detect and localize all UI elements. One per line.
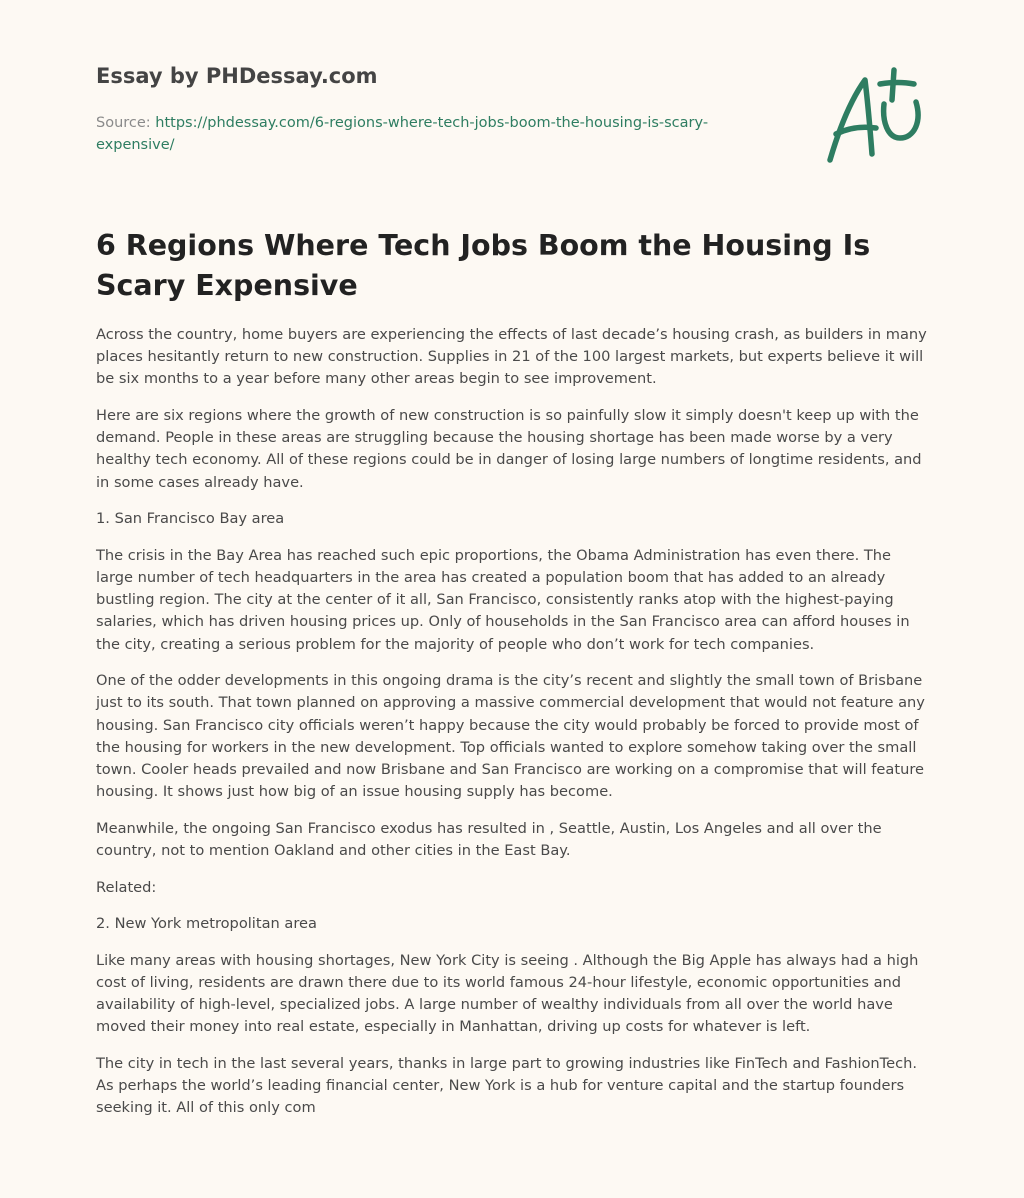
source-label: Source: bbox=[96, 115, 156, 131]
source-line bbox=[96, 112, 746, 156]
section-heading: 1. San Francisco Bay area bbox=[96, 510, 285, 528]
a-plus-grade-logo-icon bbox=[818, 66, 930, 166]
article-body bbox=[96, 324, 930, 1134]
related-label: Related: bbox=[96, 878, 157, 896]
paragraph: Across the country, home buyers are experiencing the effects of last decade’s housing crash, as builders in many places hesitantly return to new construction. Supplies in 21 of the 100 largest markets, but experts believe it will be six months to a year before many other areas begin to see improvement. bbox=[96, 326, 927, 388]
paragraph: Like many areas with housing shortages, New York City is seeing . Although the Big Apple has always had a high cost of living, residents are drawn there due to its world famous 24-hour lifestyle, economic opportunities and availability of high-level, specialized jobs. A large number of wealthy individuals from all over the world have moved their money into real estate, especially in Manhattan, driving up costs for whatever is left. bbox=[96, 951, 919, 1036]
paragraph: Here are six regions where the growth of new construction is so painfully slow it simply doesn't keep up with the demand. People in these areas are struggling because the housing shortage has been made worse by a very healthy tech economy. All of these regions could be in danger of losing large numbers of longtime residents, and in some cases already have. bbox=[96, 407, 922, 491]
paragraph: One of the odder developments in this ongoing drama is the city’s recent and slightly the small town of Brisbane just to its south. That town planned on approving a massive commercial development that would not feature any housing. San Francisco city officials weren’t happy because the city would probably be forced to provide most of the housing for workers in the new development. Top officials wanted to explore somehow taking over the small town. Cooler heads prevailed and now Brisbane and San Francisco are working on a compromise that will feature housing. It shows just how big of an issue housing supply has become. bbox=[96, 672, 925, 801]
site-name: Essay by PHDessay.com bbox=[96, 64, 378, 88]
paragraph: The crisis in the Bay Area has reached such epic proportions, the Obama Administration has even there. The large number of tech headquarters in the area has created a population boom that has added to an already bustling region. The city at the center of it all, San Francisco, consistently ranks atop with the highest-paying salaries, which has driven housing prices up. Only of households in the San Francisco area can afford houses in the city, creating a serious problem for the majority of people who don’t work for tech companies. bbox=[96, 546, 910, 653]
source-link[interactable]: https://phdessay.com/6-regions-where-tech-jobs-boom-the-housing-is-scary-expensive/ bbox=[96, 115, 709, 153]
paragraph: Meanwhile, the ongoing San Francisco exodus has resulted in , Seattle, Austin, Los Angeles and all over the country, not to mention Oakland and other cities in the East Bay. bbox=[96, 819, 882, 860]
paragraph: The city in tech in the last several years, thanks in large part to growing industries like FinTech and FashionTech. As perhaps the world’s leading financial center, New York is a hub for venture capital and the startup founders seeking it. All of this only com bbox=[96, 1055, 918, 1117]
article-title: 6 Regions Where Tech Jobs Boom the Housing Is Scary Expensive bbox=[96, 229, 871, 302]
section-heading: 2. New York metropolitan area bbox=[96, 915, 317, 933]
